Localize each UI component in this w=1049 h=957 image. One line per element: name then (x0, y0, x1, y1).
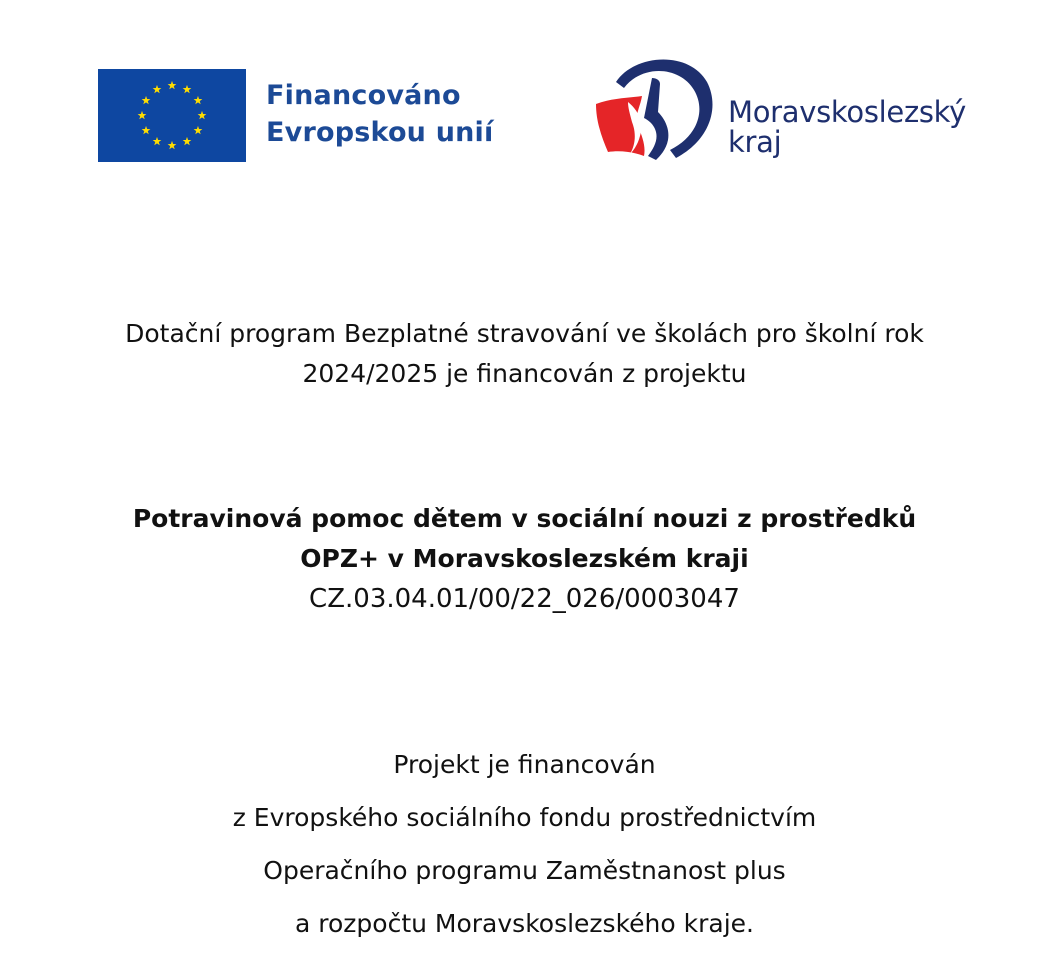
eu-logo-line2: Evropskou unií (266, 117, 494, 148)
moravskoslezsky-kraj-logo (594, 52, 974, 164)
msk-logo-text (728, 97, 966, 157)
eu-funding-logo (98, 69, 498, 162)
funding-line-1: Projekt je financován (393, 750, 656, 779)
intro-line-2: 2024/2025 je financován z projektu (302, 359, 747, 388)
project-title-line-2: OPZ+ v Moravskoslezském kraji (300, 544, 749, 573)
msk-logo-line2: kraj (728, 125, 782, 159)
project-block (0, 499, 1049, 619)
intro-line-1: Dotační program Bezplatné stravování ve školách pro školní rok (125, 319, 924, 348)
eu-logo-text (266, 77, 493, 151)
logo-header (0, 0, 1049, 200)
eu-flag-icon (98, 69, 246, 162)
funding-line-3: Operačního programu Zaměstnanost plus (263, 856, 786, 885)
funding-line-4: a rozpočtu Moravskoslezského kraje. (295, 909, 754, 938)
msk-emblem-icon (594, 52, 718, 164)
eu-logo-line1: Financováno (266, 80, 461, 111)
program-intro (0, 314, 1049, 394)
project-registration-code: CZ.03.04.01/00/22_026/0003047 (309, 584, 740, 614)
project-title-line-1: Potravinová pomoc dětem v sociální nouzi z prostředků (132, 504, 917, 533)
funding-line-2: z Evropského sociálního fondu prostřednictvím (232, 803, 817, 832)
msk-logo-line1: Moravskoslezský (728, 95, 966, 129)
funding-statement (0, 738, 1049, 950)
